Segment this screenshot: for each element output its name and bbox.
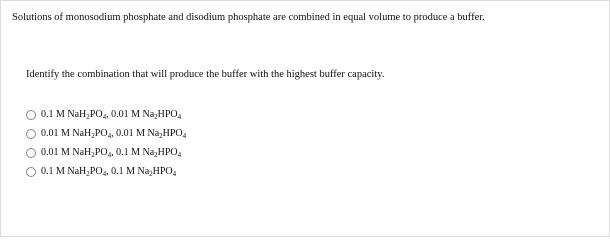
option-label: 0.01 M $NaH_2PO_4$, 0.01 M $Na_2HPO_4$ <box>41 127 187 140</box>
option-4[interactable] <box>26 162 186 181</box>
radio-button[interactable] <box>26 129 36 139</box>
answer-options <box>26 105 186 181</box>
option-label: 0.01 M $NaH_2PO_4$, 0.1 M $Na_2HPO_4$ <box>41 146 182 159</box>
radio-button[interactable] <box>26 148 36 158</box>
option-3[interactable] <box>26 143 186 162</box>
option-1[interactable] <box>26 105 186 124</box>
option-label: 0.1 M $NaH_2PO_4$, 0.01 M $Na_2HPO_4$ <box>41 108 182 121</box>
radio-button[interactable] <box>26 110 36 120</box>
prompt-text: Solutions of monosodium phosphate and disodium phosphate are combined in equal volume to produce a buffer. <box>12 12 485 23</box>
option-2[interactable] <box>26 124 186 143</box>
option-label: 0.1 M $NaH_2PO_4$, 0.1 M $Na_2HPO_4$ <box>41 165 177 178</box>
question-text: Identify the combination that will produce the buffer with the highest buffer capacity. <box>26 69 385 80</box>
radio-button[interactable] <box>26 167 36 177</box>
